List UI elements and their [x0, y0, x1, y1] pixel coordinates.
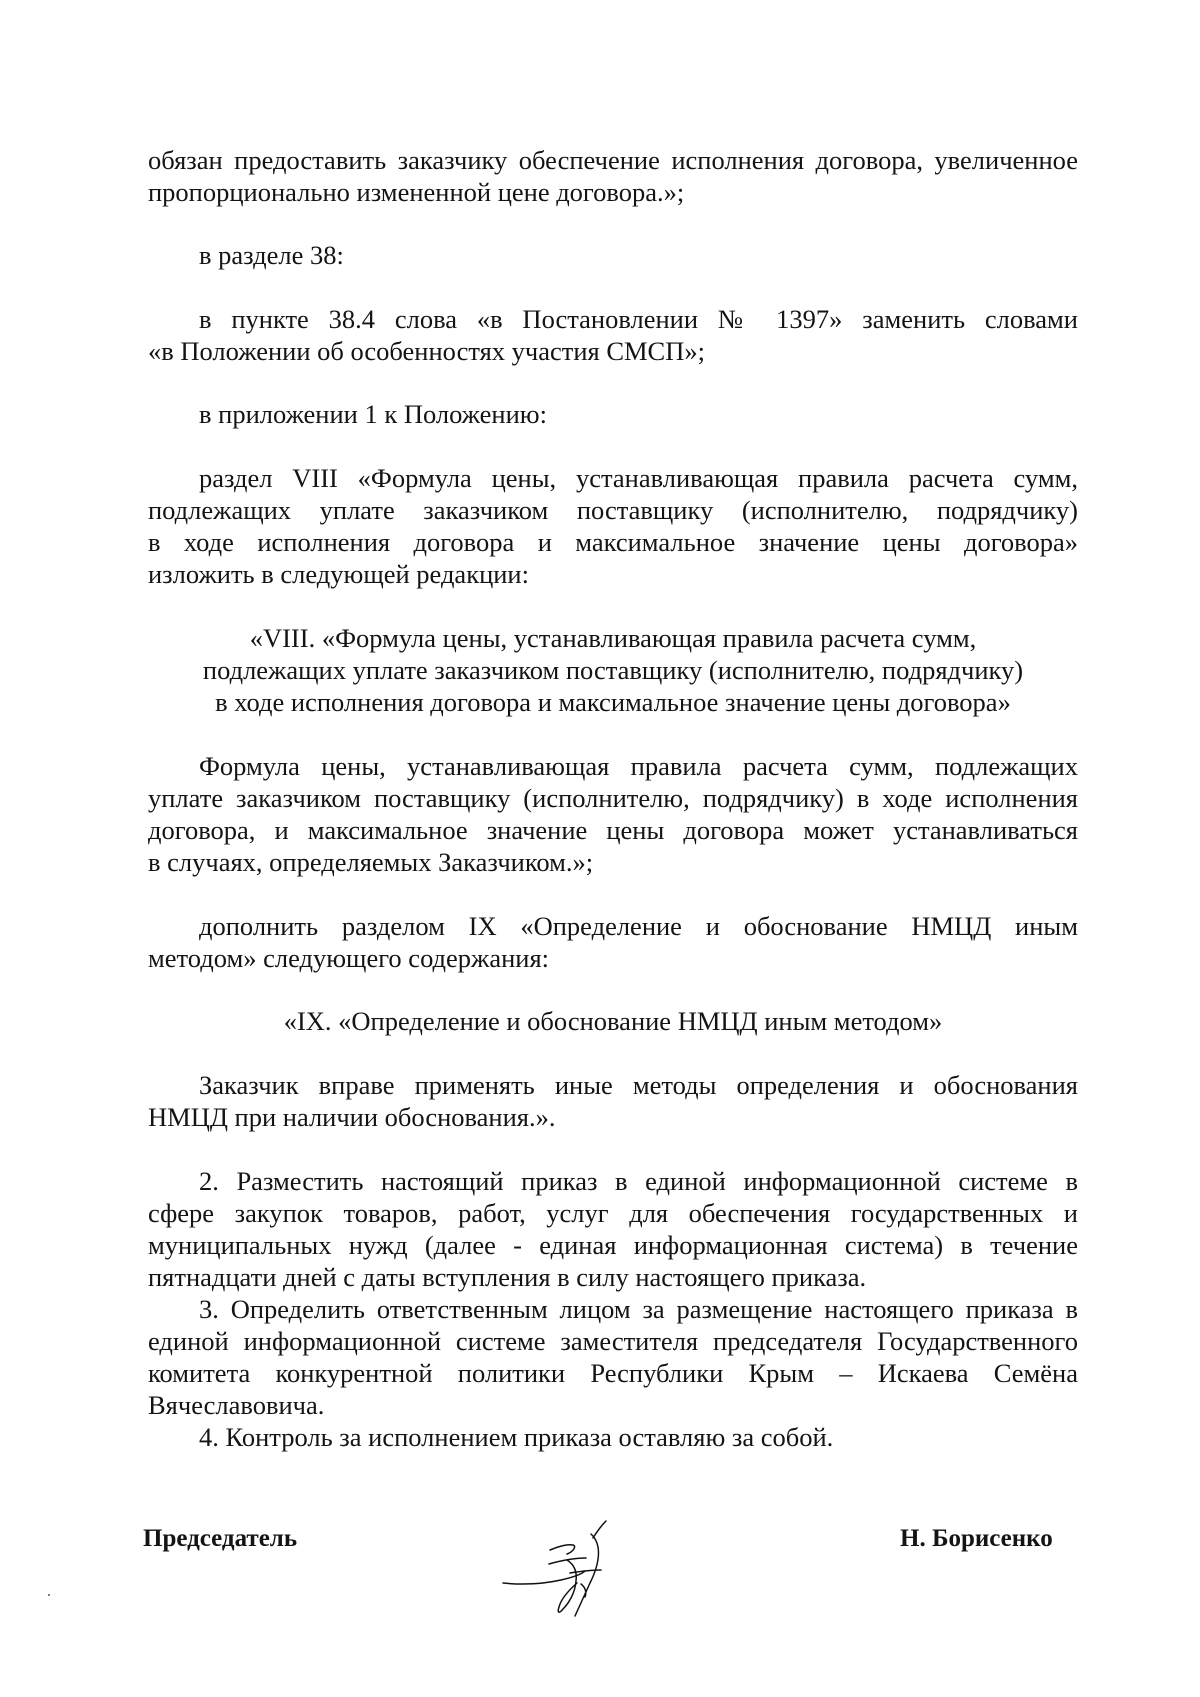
text-line: «IX. «Определение и обоснование НМЦД иным методом»	[283, 1006, 943, 1036]
text-line: «VIII. «Формула цены, устанавливающая правила расчета сумм,	[249, 623, 977, 653]
text-line: единой информационной системе заместителя председателя Государственного	[148, 1326, 1078, 1356]
text-line: в случаях, определяемых Заказчиком.»;	[148, 847, 594, 877]
text-line: муниципальных нужд (далее - единая информационная система) в течение	[148, 1230, 1078, 1260]
text-line: 3. Определить ответственным лицом за размещение настоящего приказа в	[199, 1294, 1078, 1324]
text-line: в пункте 38.4 слова «в Постановлении № 1397» заменить словами	[199, 304, 1078, 334]
text-line: пропорционально измененной цене договора.»;	[148, 177, 685, 207]
text-line: 2. Разместить настоящий приказ в единой информационной системе в	[199, 1166, 1078, 1196]
text-line: договора, и максимальное значение цены договора может устанавливаться	[148, 815, 1078, 845]
scan-speck	[48, 1594, 50, 1596]
text-line: методом» следующего содержания:	[148, 943, 550, 973]
text-line: в ходе исполнения договора и максимальное значение цены договора»	[215, 687, 1011, 717]
text-line: обязан предоставить заказчику обеспечение исполнения договора, увеличенное	[148, 145, 1078, 175]
text-line: в приложении 1 к Положению:	[199, 399, 547, 429]
text-line: дополнить разделом IX «Определение и обоснование НМЦД иным	[199, 911, 1078, 941]
text-line: 4. Контроль за исполнением приказа оставляю за собой.	[199, 1422, 834, 1452]
text-line: Вячеславовича.	[148, 1390, 325, 1420]
text-line: пятнадцати дней с даты вступления в силу настоящего приказа.	[148, 1262, 867, 1292]
handwritten-signature	[495, 1510, 630, 1625]
text-line: Заказчик вправе применять иные методы определения и обоснования	[199, 1070, 1078, 1100]
text-line: уплате заказчиком поставщику (исполнителю, подрядчику) в ходе исполнения	[148, 783, 1078, 813]
text-line: сфере закупок товаров, работ, услуг для обеспечения государственных и	[148, 1198, 1078, 1228]
text-line: раздел VIII «Формула цены, устанавливающая правила расчета сумм,	[199, 463, 1078, 493]
text-line: подлежащих уплате заказчиком поставщику (исполнителю, подрядчику)	[148, 495, 1078, 525]
text-line: изложить в следующей редакции:	[148, 559, 529, 589]
text-line: НМЦД при наличии обоснования.».	[148, 1102, 556, 1132]
text-line: комитета конкурентной политики Республики Крым – Искаева Семёна	[148, 1358, 1078, 1388]
text-line: подлежащих уплате заказчиком поставщику (исполнителю, подрядчику)	[202, 655, 1024, 685]
signatory-title: Председатель	[143, 1525, 298, 1552]
text-line: Формула цены, устанавливающая правила расчета сумм, подлежащих	[199, 751, 1078, 781]
signatory-name: Н. Борисенко	[900, 1525, 1053, 1552]
text-line: «в Положении об особенностях участия СМСП»;	[148, 336, 705, 366]
text-line: в разделе 38:	[199, 240, 344, 270]
text-line: в ходе исполнения договора и максимальное значение цены договора»	[148, 527, 1078, 557]
